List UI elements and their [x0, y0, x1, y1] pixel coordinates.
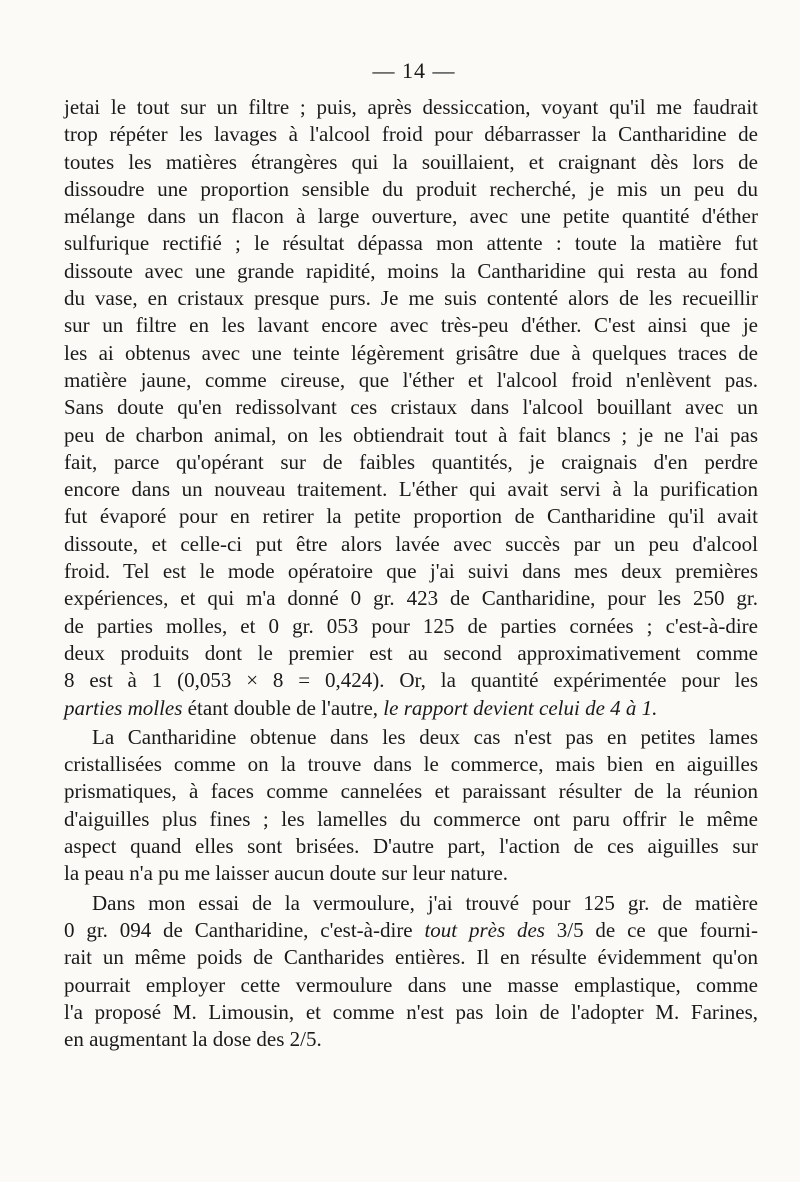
text-line: la peau n'a pu me laisser aucun doute sur leur nature.: [64, 861, 509, 886]
text-line: 8 est à 1 (0,053 × 8 = 0,424). Or, la quantité expérimentée pour les: [64, 668, 758, 693]
text-line: d'aiguilles plus fines ; les lamelles du commerce ont paru offrir le même: [64, 806, 758, 831]
text-fragment: 0 gr. 094 de Cantharidine, c'est-à-dire: [64, 917, 425, 942]
text-line: peu de charbon animal, on les obtiendrait tout à fait blancs ; je ne l'ai pas: [64, 422, 758, 447]
paragraph-2: [64, 724, 758, 888]
page-number: — 14 —: [372, 58, 456, 83]
text-line: encore dans un nouveau traitement. L'éther qui avait servi à la purification: [64, 477, 758, 502]
text-line: toutes les matières étrangères qui la souillaient, et craignant dès lors de: [64, 149, 758, 174]
text-line: fait, parce qu'opérant sur de faibles quantités, je craignais d'en perdre: [64, 449, 758, 474]
text-line: cristallisées comme on la trouve dans le commerce, mais bien en aiguilles: [64, 752, 758, 777]
text-line: Sans doute qu'en redissolvant ces cristaux dans l'alcool bouillant avec un: [64, 395, 758, 420]
text-line: les ai obtenus avec une teinte légèrement grisâtre due à quelques traces de: [64, 340, 758, 365]
text-line: [64, 917, 758, 944]
text-line: dissoute avec une grande rapidité, moins la Cantharidine qui resta au fond: [64, 258, 758, 283]
text-line: La Cantharidine obtenue dans les deux cas n'est pas en petites lames: [92, 724, 758, 749]
text-line: l'a proposé M. Limousin, et comme n'est pas loin de l'adopter M. Farines,: [64, 999, 758, 1024]
text-line: dissoute, et celle-ci put être alors lavée avec succès par un peu d'alcool: [64, 531, 758, 556]
text-line: froid. Tel est le mode opératoire que j'ai suivi dans mes deux premières: [64, 559, 758, 584]
text-line: [64, 695, 758, 722]
text-line: mélange dans un flacon à large ouverture, avec une petite quantité d'éther: [64, 204, 758, 229]
text-line: matière jaune, comme cireuse, que l'éther et l'alcool froid n'enlèvent pas.: [64, 367, 758, 392]
text-line: pourrait employer cette vermoulure dans une masse emplastique, comme: [64, 972, 758, 997]
text-line: de parties molles, et 0 gr. 053 pour 125 de parties cornées ; c'est-à-dire: [64, 613, 758, 638]
text-line: du vase, en cristaux presque purs. Je me suis contenté alors de les recueillir: [64, 286, 758, 311]
paragraph-3: [64, 890, 758, 1054]
text-line: dissoudre une proportion sensible du produit recherché, je mis un peu du: [64, 176, 758, 201]
text-line: en augmentant la dose des 2/5.: [64, 1027, 322, 1052]
text-line: sulfurique rectifié ; le résultat dépassa mon attente : toute la matière fut: [64, 231, 758, 256]
text-line: expériences, et qui m'a donné 0 gr. 423 de Cantharidine, pour les 250 gr.: [64, 586, 758, 611]
text-line: jetai le tout sur un filtre ; puis, après dessiccation, voyant qu'il me faudrait: [64, 95, 758, 119]
italic-text: le rapport devient celui de 4 à 1.: [383, 695, 658, 720]
text-line: rait un même poids de Cantharides entières. Il en résulte évidemment qu'on: [64, 945, 758, 970]
text-fragment: étant double de l'autre,: [182, 695, 384, 720]
text-line: fut évaporé pour en retirer la petite proportion de Cantharidine qu'il avait: [64, 504, 758, 529]
italic-text: tout près des: [424, 917, 545, 942]
text-line: deux produits dont le premier est au second approximativement comme: [64, 640, 758, 665]
text-line: aspect quand elles sont brisées. D'autre part, l'action de ces aiguilles sur: [64, 834, 758, 859]
text-line: Dans mon essai de la vermoulure, j'ai trouvé pour 125 gr. de matière: [92, 890, 758, 915]
text-fragment: 3/5 de ce que fourni-: [544, 917, 759, 942]
italic-text: parties molles: [64, 695, 183, 720]
text-line: trop répéter les lavages à l'alcool froid pour débarrasser la Cantharidine de: [64, 122, 758, 147]
text-line: sur un filtre en les lavant encore avec très-peu d'éther. C'est ainsi que je: [64, 313, 758, 338]
text-line: prismatiques, à faces comme cannelées et paraissant résulter de la réunion: [64, 779, 758, 804]
paragraph-1: [64, 94, 758, 722]
